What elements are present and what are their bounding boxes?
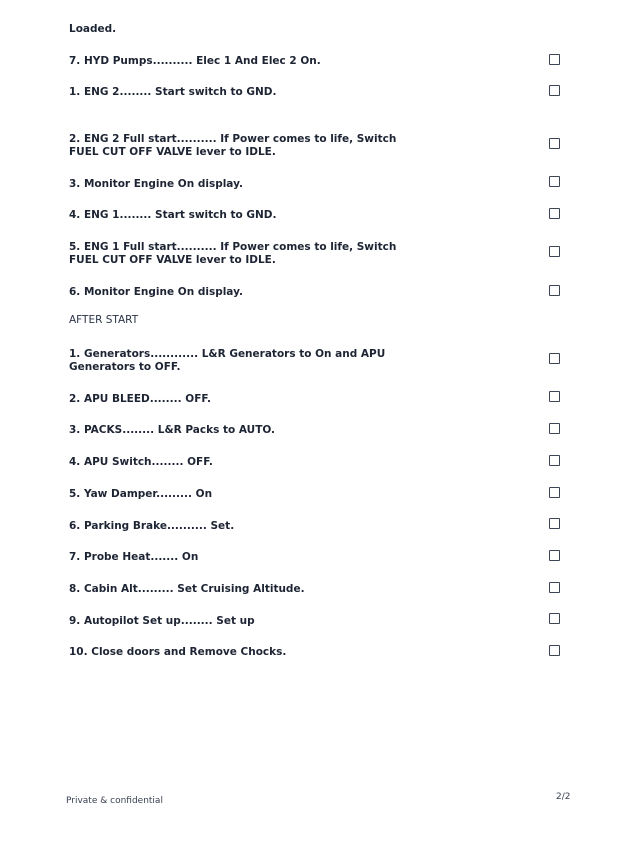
page-number: 2/2 [556,792,571,802]
checkbox-parking-brake[interactable] [549,518,560,529]
checklist-item-monitor-engine-2: 6. Monitor Engine On display. [69,286,243,298]
checklist-item-packs: 3. PACKS........ L&R Packs to AUTO. [69,424,276,436]
checkbox-hyd-pumps[interactable] [549,54,560,65]
checkbox-packs[interactable] [549,423,560,434]
checkbox-autopilot[interactable] [549,613,560,624]
checkbox-apu-switch[interactable] [549,455,560,466]
carry-over-text: Loaded. [69,23,117,35]
checkbox-eng2-start[interactable] [549,85,560,96]
checkbox-cabin-alt[interactable] [549,582,560,593]
checkbox-close-doors[interactable] [549,645,560,656]
checklist-item-eng2-full-start: 2. ENG 2 Full start.......... If Power comes to life, Switch FUEL CUT OFF VALVE lever to IDLE. [69,133,397,158]
checkbox-eng1-full-start[interactable] [549,246,560,257]
checkbox-probe-heat[interactable] [549,550,560,561]
footer-confidential-note: Private & confidential [66,796,163,806]
checklist-item-monitor-engine-1: 3. Monitor Engine On display. [69,178,243,190]
checklist-item-eng2-start: 1. ENG 2........ Start switch to GND. [69,86,277,98]
checklist-item-yaw-damper: 5. Yaw Damper......... On [69,488,213,500]
checkbox-eng1-start[interactable] [549,208,560,219]
checkbox-apu-bleed[interactable] [549,391,560,402]
checklist-item-probe-heat: 7. Probe Heat....... On [69,551,199,563]
checklist-item-cabin-alt: 8. Cabin Alt......... Set Cruising Altitude. [69,583,305,595]
checkbox-monitor-engine-2[interactable] [549,285,560,296]
checklist-item-generators: 1. Generators............ L&R Generators to On and APU Generators to OFF. [69,348,386,373]
checklist-item-eng1-start: 4. ENG 1........ Start switch to GND. [69,209,277,221]
checkbox-eng2-full-start[interactable] [549,138,560,149]
checklist-item-apu-bleed: 2. APU BLEED........ OFF. [69,393,211,405]
checkbox-generators[interactable] [549,353,560,364]
checklist-item-eng1-full-start: 5. ENG 1 Full start.......... If Power comes to life, Switch FUEL CUT OFF VALVE lever to IDLE. [69,241,397,266]
checklist-item-autopilot: 9. Autopilot Set up........ Set up [69,615,255,627]
checklist-item-parking-brake: 6. Parking Brake.......... Set. [69,520,235,532]
section-heading-after-start: AFTER START [69,314,139,326]
checklist-item-apu-switch: 4. APU Switch........ OFF. [69,456,213,468]
checkbox-monitor-engine-1[interactable] [549,176,560,187]
checklist-item-close-doors: 10. Close doors and Remove Chocks. [69,646,287,658]
checklist-item-hyd-pumps: 7. HYD Pumps.......... Elec 1 And Elec 2 On. [69,55,321,67]
checkbox-yaw-damper[interactable] [549,487,560,498]
